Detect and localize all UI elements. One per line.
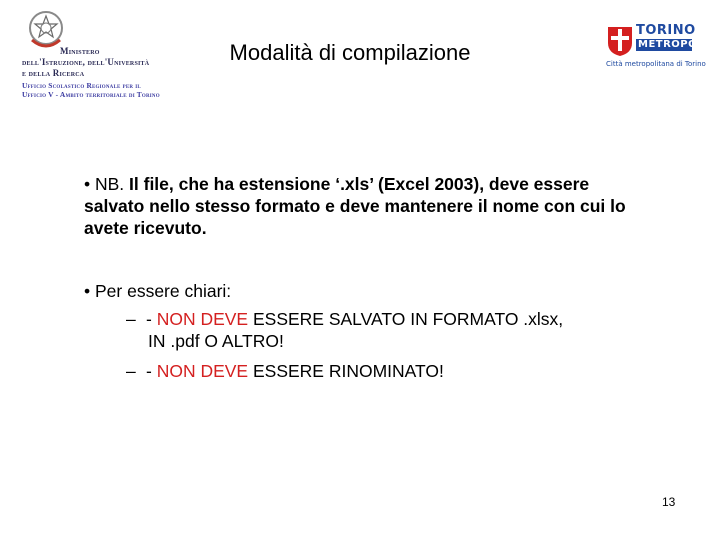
- ministry-line-2: dell'Istruzione, dell'Università: [22, 57, 150, 67]
- torino-shield-icon: [606, 25, 634, 57]
- ministry-line-5: Ufficio V - Ambito territoriale di Torino: [22, 90, 160, 99]
- ministry-line-3: e della Ricerca: [22, 68, 85, 78]
- bullet-nb-text: Il file, che ha estensione ‘.xls’ (Excel 2003), deve essere salvato nello stesso formato e deve mantenere il nome con cui lo avete ricevuto.: [84, 174, 626, 238]
- torino-wordmark-line-2: METROPOLI: [638, 39, 709, 50]
- sub-item-1: [126, 308, 646, 352]
- sub-item-rest: ESSERE RINOMINATO!: [248, 361, 444, 381]
- ministry-line-4: Ufficio Scolastico Regionale per il: [22, 81, 141, 90]
- sub-item-dash: –: [126, 361, 136, 381]
- torino-metropoli-logo: [600, 22, 709, 74]
- sub-item-rest: ESSERE SALVATO IN FORMATO .xlsx,: [248, 309, 564, 329]
- ministry-logo: [22, 8, 182, 99]
- torino-wordmark: [636, 23, 709, 51]
- sub-item-line-2: IN .pdf O ALTRO!: [148, 331, 284, 351]
- sub-item-highlight: NON DEVE: [156, 309, 249, 329]
- sub-item-prefix: -: [146, 309, 157, 329]
- sub-item-dash: –: [126, 309, 136, 329]
- sub-item-2: [126, 360, 646, 382]
- sub-item-highlight: NON DEVE: [156, 361, 249, 381]
- torino-caption: Città metropolitana di Torino: [606, 60, 706, 68]
- bullet-per-essere-chiari: • Per essere chiari:: [84, 281, 232, 301]
- ministry-line-1: Ministero: [60, 46, 100, 56]
- sub-item-prefix: -: [146, 361, 157, 381]
- page-number: 13: [662, 495, 676, 509]
- bullet-nb: [84, 173, 644, 239]
- torino-wordmark-line-1: TORINO: [636, 23, 696, 38]
- slide-title: Modalità di compilazione: [229, 40, 471, 65]
- bullet-nb-prefix: • NB.: [84, 174, 130, 194]
